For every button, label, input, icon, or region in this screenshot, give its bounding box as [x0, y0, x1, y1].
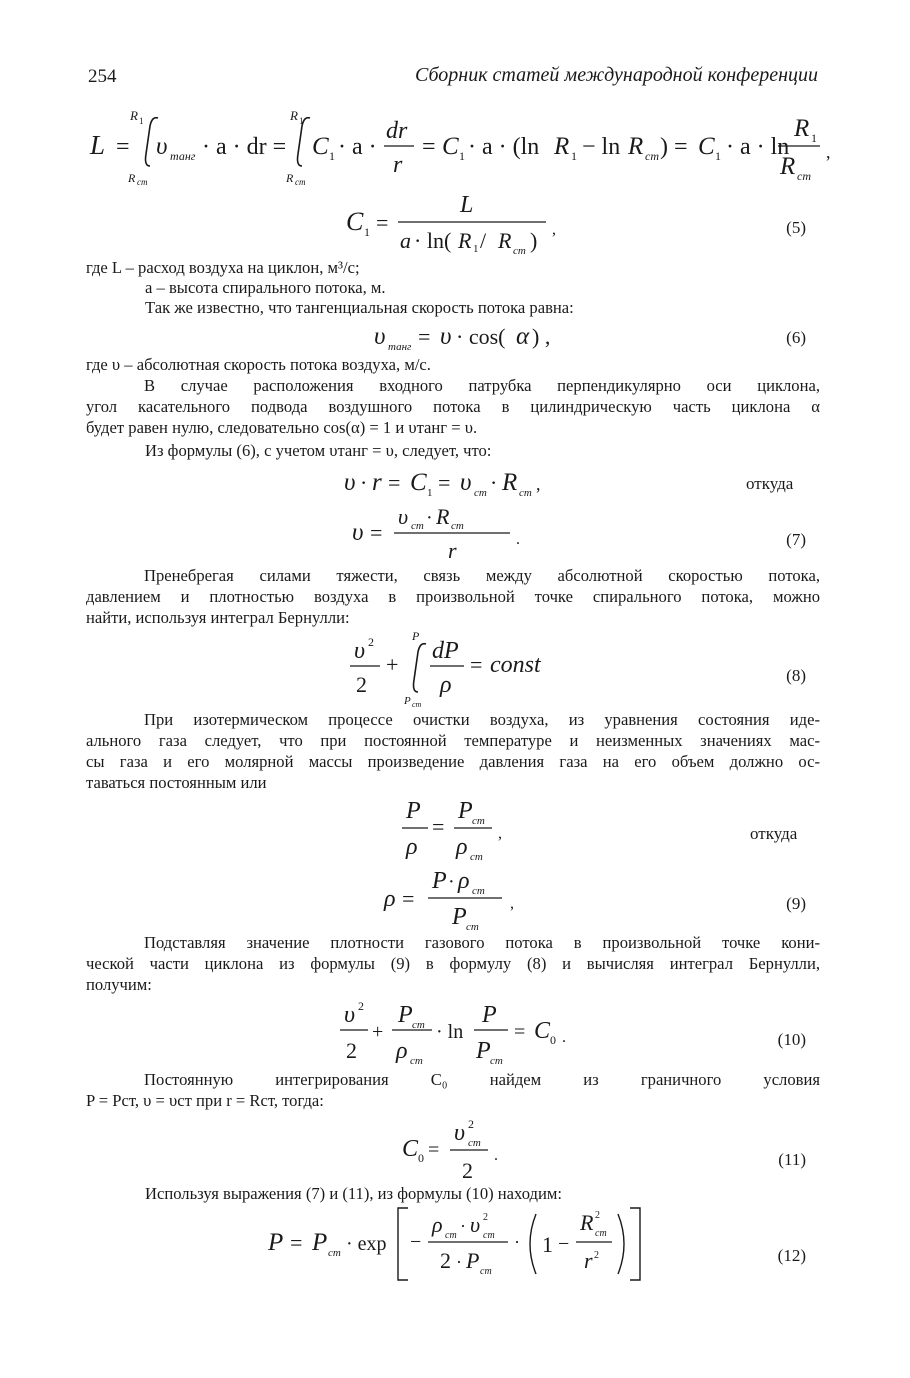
svg-text:ст: ст [519, 487, 532, 499]
svg-text:· a · dr =: · a · dr = [202, 134, 287, 160]
svg-text:ст: ст [295, 177, 306, 187]
svg-text:υ: υ [374, 323, 386, 350]
text-where-a: a – высота спирального потока, м. [145, 278, 386, 297]
text-where-L: где L – расход воздуха на циклон, м³/с; [86, 258, 360, 277]
svg-text:C: C [402, 1136, 419, 1162]
svg-text:υ: υ [398, 504, 409, 529]
text-inlet-3: будет равен нулю, следовательно cos(α) = 1 и υтанг = υ. [86, 418, 478, 437]
equation-number-5: (5) [786, 218, 806, 237]
svg-text:1: 1 [473, 243, 479, 255]
text-bernoulli-2: давлением и плотностью воздуха в произвольной точке спирального потока, можно [86, 587, 820, 606]
svg-text:α: α [516, 323, 530, 350]
svg-text:ст: ст [412, 700, 422, 709]
equation-number-6: (6) [786, 328, 806, 347]
text-isothermal-1: При изотермическом процессе очистки воздуха, из уравнения состояния иде- [144, 710, 820, 729]
svg-text:2: 2 [440, 1248, 451, 1273]
text-isothermal-2: ального газа следует, что при постоянной температуре и неизменных значениях мас- [86, 731, 820, 750]
equation-8 [340, 626, 580, 710]
svg-text:dr: dr [386, 118, 408, 144]
svg-text:·: · [456, 1252, 462, 1272]
svg-text:P: P [268, 1229, 284, 1256]
svg-text:ρ: ρ [458, 868, 470, 894]
svg-text:ρ: ρ [456, 834, 468, 860]
page-number: 254 [88, 66, 117, 87]
svg-text:ст: ст [451, 520, 464, 532]
svg-text:υ: υ [460, 469, 472, 496]
equation-vr [340, 462, 580, 502]
equation-7 [350, 500, 550, 564]
svg-text:R: R [502, 469, 518, 496]
equation-number-8: (8) [786, 666, 806, 685]
svg-text:ст: ст [490, 1055, 503, 1067]
svg-text:1: 1 [139, 116, 144, 126]
svg-text:0: 0 [418, 1151, 424, 1165]
text-isothermal-3: сы газа и его молярной массы произведение давления газа на его объем должно ос- [86, 752, 820, 771]
svg-text:C: C [312, 133, 329, 160]
svg-text:ст: ст [466, 921, 479, 933]
svg-text:·: · [460, 1216, 466, 1236]
svg-text:R: R [554, 133, 570, 160]
svg-text:ст: ст [797, 169, 811, 183]
svg-text:ст: ст [468, 1137, 481, 1149]
svg-text:ρ: ρ [384, 886, 396, 912]
svg-text:ст: ст [595, 1228, 607, 1239]
svg-text:1: 1 [811, 131, 817, 145]
svg-text:C: C [534, 1018, 551, 1044]
svg-text:υ: υ [156, 133, 168, 160]
svg-text:·: · [490, 470, 498, 495]
svg-text:1: 1 [571, 149, 577, 163]
text-otkuda-1: откуда [746, 474, 794, 493]
svg-text:=: = [290, 1230, 303, 1255]
text-substituting-3: получим: [86, 975, 152, 994]
svg-text:2: 2 [594, 1250, 599, 1261]
svg-text:,: , [510, 895, 514, 912]
equation-number-10: (10) [777, 1030, 806, 1049]
svg-text:P: P [432, 868, 447, 894]
svg-text:танг: танг [170, 149, 196, 163]
svg-text:υ: υ [354, 638, 366, 664]
svg-text:2: 2 [346, 1038, 357, 1063]
svg-text:υ: υ [454, 1120, 466, 1146]
svg-text:· cos(: · cos( [456, 324, 506, 349]
equation-number-11: (11) [778, 1150, 806, 1169]
text-bernoulli-1: Пренебрегая силами тяжести, связь между абсолютной скоростью потока, [144, 566, 820, 585]
svg-text:=: = [116, 134, 130, 160]
svg-text:,: , [536, 474, 541, 494]
svg-text:танг: танг [388, 341, 412, 353]
text-substituting-1: Подставляя значение плотности газового потока в произвольной точке кони- [144, 933, 820, 952]
text-where-v: где υ – абсолютная скорость потока воздуха, м/с. [86, 355, 431, 374]
equation-L [80, 100, 840, 190]
svg-text:=: = [388, 470, 401, 495]
svg-text:υ: υ [344, 1002, 356, 1028]
svg-text:ст: ст [472, 815, 485, 827]
equation-10 [336, 994, 596, 1070]
svg-text:dP: dP [432, 638, 459, 664]
svg-text:r: r [448, 538, 457, 563]
svg-text:R: R [794, 115, 810, 142]
svg-text:.: . [494, 1147, 498, 1164]
svg-text:R: R [580, 1210, 594, 1235]
svg-text:C: C [698, 133, 715, 160]
equation-12 [262, 1200, 662, 1290]
svg-text:+: + [386, 652, 399, 677]
svg-text:.: . [562, 1029, 566, 1046]
svg-text:· a · (ln: · a · (ln [468, 134, 540, 160]
svg-text:υ: υ [344, 469, 356, 496]
text-constant-2: P = Pст, υ = υст при r = Rст, тогда: [86, 1091, 324, 1110]
text-from-6: Из формулы (6), с учетом υтанг = υ, следует, что: [145, 441, 492, 460]
text-substituting-2: ческой части циклона из формулы (9) в формулу (8) и вычисляя интеграл Бернулли, [86, 954, 820, 973]
svg-text:ст: ст [445, 1230, 457, 1241]
svg-text:ст: ст [412, 1019, 425, 1031]
svg-text:=: = [514, 1021, 526, 1043]
svg-text:2: 2 [368, 635, 374, 649]
svg-text:=: = [376, 210, 389, 235]
svg-text:a: a [400, 228, 411, 253]
text-isothermal-4: таваться постоянным или [86, 773, 267, 792]
svg-text:C: C [442, 133, 459, 160]
svg-text:ст: ст [328, 1247, 341, 1259]
equation-9 [380, 862, 540, 934]
svg-text:R: R [628, 133, 644, 160]
equation-5 [340, 186, 580, 256]
svg-text:ст: ст [410, 1055, 423, 1067]
svg-text:1: 1 [542, 1232, 553, 1257]
svg-text:1: 1 [459, 149, 465, 163]
svg-text:υ: υ [470, 1212, 481, 1237]
svg-text:0: 0 [550, 1033, 556, 1047]
svg-text:ст: ст [645, 149, 659, 163]
svg-text:) =: ) = [660, 134, 688, 160]
svg-text:=: = [370, 520, 383, 545]
svg-text:·: · [360, 470, 368, 495]
svg-text:2: 2 [483, 1212, 488, 1223]
svg-text:· a · ln: · a · ln [726, 134, 790, 160]
svg-text:r: r [372, 469, 382, 496]
text-tangential-intro: Так же известно, что тангенциальная скорость потока равна: [145, 298, 574, 317]
svg-text:): ) [530, 228, 538, 253]
equation-number-7: (7) [786, 530, 806, 549]
svg-text:R: R [436, 504, 450, 529]
svg-text:R: R [128, 171, 136, 185]
svg-text:−: − [558, 1233, 570, 1255]
svg-text:P: P [406, 798, 421, 824]
svg-text:·: · [514, 1232, 520, 1252]
equation-6 [370, 316, 610, 356]
svg-text:2: 2 [358, 999, 364, 1013]
svg-text:− ln: − ln [582, 134, 621, 160]
equation-11 [398, 1110, 518, 1186]
svg-text:2: 2 [595, 1210, 600, 1221]
svg-text:C: C [346, 207, 364, 236]
svg-text:1: 1 [329, 149, 335, 163]
equation-number-9: (9) [786, 894, 806, 913]
svg-text:R: R [286, 171, 294, 185]
svg-text:1: 1 [364, 225, 370, 239]
text-constant-1: Постоянную интегрирования C₀ найдем из граничного условия [144, 1070, 820, 1089]
svg-text:,: , [498, 825, 502, 842]
svg-text:R: R [290, 108, 298, 123]
svg-text:r: r [393, 152, 403, 178]
equation-P-rho [396, 790, 536, 862]
svg-text:+: + [372, 1021, 384, 1043]
svg-text:const: const [490, 652, 541, 678]
svg-text:C: C [410, 469, 427, 496]
svg-text:ρ: ρ [432, 1212, 443, 1237]
svg-text:ρ: ρ [440, 672, 452, 698]
svg-text:P: P [412, 629, 420, 643]
svg-text:.: . [516, 531, 520, 548]
svg-text:R: R [458, 228, 472, 253]
svg-text:ст: ст [474, 487, 487, 499]
svg-text:· exp: · exp [346, 1233, 387, 1255]
svg-text:=: = [422, 134, 436, 160]
svg-text:,: , [826, 142, 831, 162]
svg-text:ст: ст [470, 851, 483, 862]
svg-text:2: 2 [462, 1158, 473, 1183]
text-inlet-1: В случае расположения входного патрубка перпендикулярно оси циклона, [144, 376, 820, 395]
svg-text:· ln(: · ln( [414, 228, 452, 253]
svg-text:R: R [780, 153, 796, 180]
text-bernoulli-3: найти, используя интеграл Бернулли: [86, 608, 350, 627]
svg-text:R: R [498, 228, 512, 253]
svg-text:P: P [476, 1038, 491, 1064]
svg-text:,: , [552, 221, 556, 238]
svg-text:1: 1 [715, 149, 721, 163]
text-inlet-2: угол касательного подвода воздушного потока в цилиндрическую часть циклона α [86, 397, 820, 416]
svg-text:r: r [584, 1248, 593, 1273]
svg-text:·: · [448, 871, 455, 893]
svg-text:L: L [460, 192, 474, 218]
svg-text:· a ·: · a · [338, 134, 377, 160]
svg-text:υ: υ [352, 519, 364, 546]
svg-text:1: 1 [299, 116, 304, 126]
svg-text:L: L [90, 130, 106, 160]
svg-text:) ,: ) , [532, 324, 551, 349]
svg-text:υ: υ [440, 323, 452, 350]
svg-text:/: / [480, 228, 487, 253]
svg-text:=: = [432, 814, 445, 839]
svg-text:P: P [482, 1002, 497, 1028]
running-header: Сборник статей международной конференции [415, 64, 818, 86]
svg-text:1: 1 [427, 487, 433, 499]
svg-text:=: = [428, 1139, 440, 1161]
svg-text:=: = [470, 652, 483, 677]
svg-text:=: = [402, 886, 415, 911]
svg-text:ст: ст [137, 177, 148, 187]
svg-text:ст: ст [472, 885, 485, 897]
svg-text:P: P [466, 1248, 480, 1273]
svg-text:ст: ст [480, 1266, 492, 1277]
svg-text:P: P [312, 1229, 328, 1256]
svg-text:P: P [398, 1002, 413, 1028]
svg-text:·: · [426, 507, 433, 529]
svg-text:2: 2 [356, 672, 367, 697]
text-otkuda-2: откуда [750, 824, 798, 843]
svg-text:ст: ст [411, 520, 424, 532]
equation-number-12: (12) [777, 1246, 806, 1265]
svg-text:P: P [452, 904, 467, 930]
svg-text:P: P [458, 798, 473, 824]
svg-text:P: P [404, 695, 411, 707]
svg-text:· ln: · ln [436, 1021, 464, 1043]
svg-text:ст: ст [483, 1230, 495, 1241]
svg-text:ρ: ρ [406, 834, 418, 860]
svg-text:=: = [438, 470, 451, 495]
svg-text:−: − [410, 1231, 422, 1253]
svg-text:=: = [418, 324, 431, 349]
svg-text:2: 2 [468, 1117, 474, 1131]
text-using: Используя выражения (7) и (11), из формулы (10) находим: [145, 1184, 562, 1203]
svg-text:R: R [130, 108, 138, 123]
svg-text:ст: ст [513, 245, 526, 256]
svg-text:ρ: ρ [396, 1038, 408, 1064]
